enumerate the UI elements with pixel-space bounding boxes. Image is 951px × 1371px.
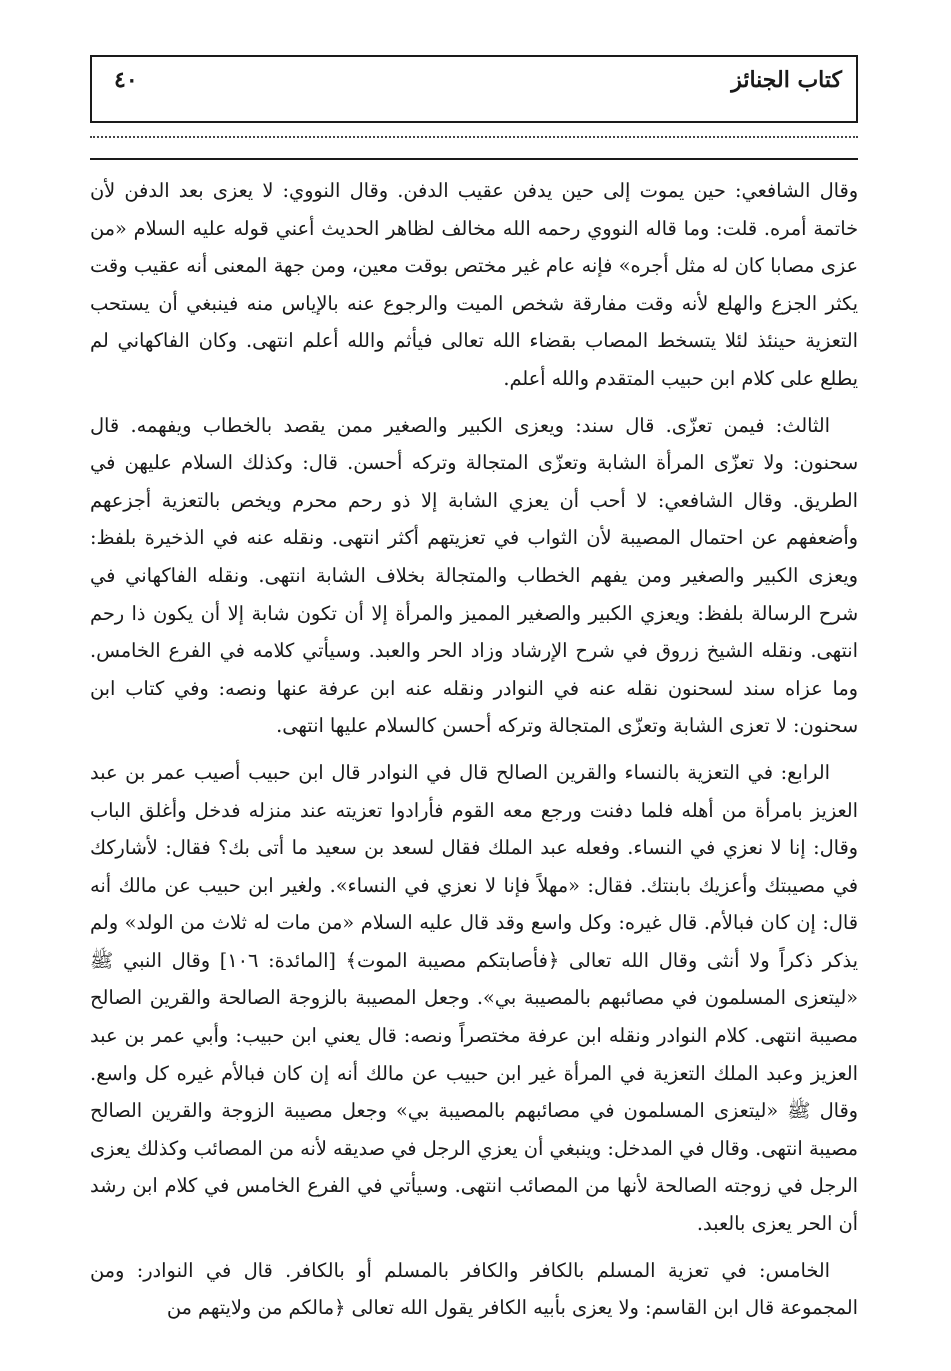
paragraph: وقال الشافعي: حين يموت إلى حين يدفن عقيب الدفن. وقال النووي: لا يعزى بعد الدفن لأن خاتمة أمره. قلت: وما قاله النووي رحمه الله مخالف لظاهر الحديث أعني قوله عليه السلام «من عزى مصابا كان له مثل أجره» فإنه عام غير مختص بوقت معين، ومن جهة المعنى أنه عقيب وقت يكثر الجزع والهلع لأنه وقت مفارقة شخص الميت والرجوع عنه بالإياس منه فينبغي أن يستحب التعزية حينئذ لئلا يتسخط المصاب بقضاء الله تعالى فيأثم والله أعلم انتهى. وكان الفاكهاني لم يطلع على كلام ابن حبيب المتقدم والله أعلم. xyxy=(90,179,858,390)
paragraph: الخامس: في تعزية المسلم بالكافر والكافر بالمسلم أو بالكافر. قال في النوادر: ومن المجموعة قال ابن القاسم: ولا يعزى بأبيه الكافر يقول الله تعالى ﴿مالكم من ولايتهم من xyxy=(90,1258,858,1320)
page-number: ٤٠ xyxy=(114,67,138,93)
paragraph: الرابع: في التعزية بالنساء والقرين الصالح قال في النوادر قال ابن حبيب أصيب عمر بن عبد العزيز بامرأة من أهله فلما دفنت ورجع معه القوم فأرادوا تعزيته عند منزله فدخل وأغلق الباب وقال: إنا لا نعزي في النساء. وفعله عبد الملك فقال لسعد بن سعيد ما أتى بك؟ فقال: لأشاركك في مصيبتك وأعزيك بابنتك. فقال: «مهلاً فإنا لا نعزي في النساء». ولغير ابن حبيب عن مالك أنه قال: إن كان فبالأم. قال غيره: وكل واسع وقد قال عليه السلام «من مات له ثلاث من الولد» ولم يذكر ذكراً ولا أنثى وقال الله تعالى ﴿فأصابتكم مصيبة الموت﴾ [المائدة: ١٠٦] وقال النبي ﷺ «ليتعزى المسلمون في مصائبهم بالمصيبة بي». وجعل المصيبة بالزوجة الصالحة والقرين الصالح مصيبة انتهى. كلام النوادر ونقله ابن عرفة مختصراً ونصه: قال يعني ابن حبيب: وأبي عمر بن عبد العزيز وعبد الملك التعزية في المرأة غير ابن حبيب عن مالك أنه إن كان فبالأم غيره كل واسع. وقال ﷺ «ليتعزى المسلمون في مصائبهم بالمصيبة بي» وجعل مصيبة الزوجة والقرين الصالح مصيبة انتهى. وقال في المدخل: وينبغي أن يعزي الرجل في صديقه لأنه من المصائب وكذلك يعزى الرجل في زوجته الصالحة لأنها من المصائب انتهى. وسيأتي في الفرع الخامس في كلام ابن رشد أن الحر يعزى بالعبد. xyxy=(90,760,858,1236)
solid-divider xyxy=(90,158,858,160)
paragraph: الثالث: فيمن تعزّى. قال سند: ويعزى الكبير والصغير ممن يقصد بالخطاب ويفهمه. قال سحنون: ولا تعزّى المرأة الشابة وتعزّى المتجالة وتركه أحسن. قال: وكذلك السلام عليهن في الطريق. وقال الشافعي: لا أحب أن يعزي الشابة إلا ذو رحم محرم ويخص بالتعزية أجزعهم وأضعفهم عن احتمال المصيبة لأن الثواب في تعزيتهم أكثر انتهى. ونقله عنه في الذخيرة بلفظ: ويعزى الكبير والصغير ومن يفهم الخطاب والمتجالة بخلاف الشابة انتهى. ونقله الفاكهاني في شرح الرسالة بلفظ: ويعزي الكبير والصغير المميز والمرأة إلا أن تكون شابة إلا أن يكون ذا رحم انتهى. ونقله الشيخ زروق في شرح الإرشاد وزاد الحر والعبد. وسيأتي كلامه في الفرع الخامس. وما عزاه سند لسحنون نقله عنه في النوادر ونقله عنه ابن عرفة عنها ونصه: وفي كتاب ابن سحنون: لا تعزى الشابة وتعزّى المتجالة وتركه أحسن كالسلام عليها انتهى. xyxy=(90,413,858,738)
dotted-divider xyxy=(90,128,858,138)
running-title: كتاب الجنائز xyxy=(731,67,842,93)
page-header xyxy=(90,55,858,123)
page-body xyxy=(90,172,858,1327)
